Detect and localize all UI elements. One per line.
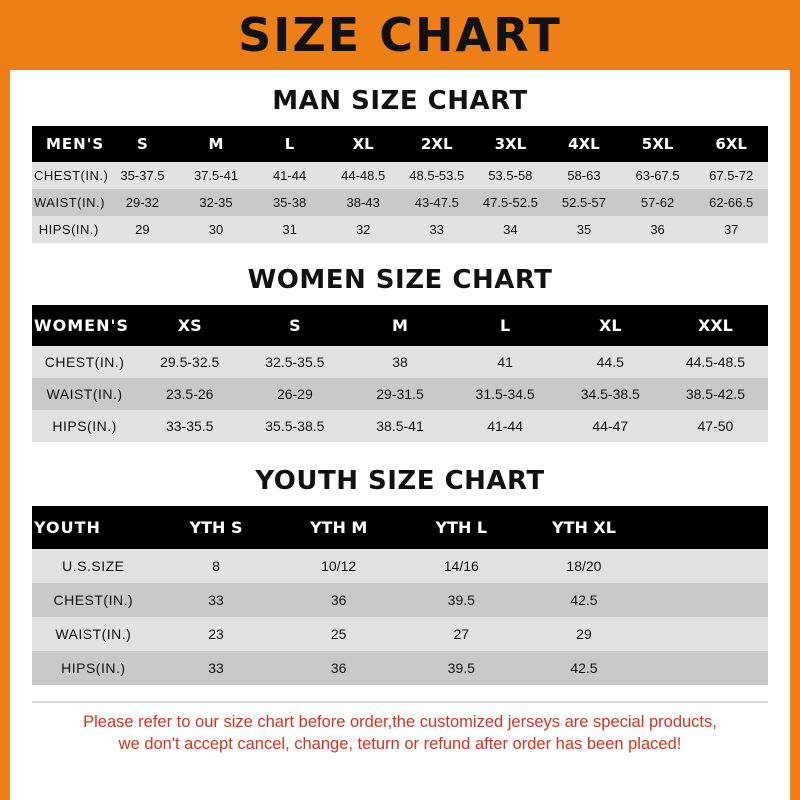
cell (645, 549, 768, 583)
cell: 38.5-41 (347, 410, 452, 442)
row-label: U.S.SIZE (32, 549, 155, 583)
cell: 62-66.5 (694, 189, 768, 216)
youth-header-cell: YOUTH (32, 506, 155, 549)
youth-table-head (32, 506, 768, 549)
youth-size-table (32, 506, 768, 685)
cell: 48.5-53.5 (400, 162, 474, 189)
youth-table-body (32, 549, 768, 685)
man-section-title: MAN SIZE CHART (272, 86, 528, 116)
man-header-cell: MEN'S (32, 126, 106, 162)
table-row (32, 549, 768, 583)
youth-header-cell: YTH XL (523, 506, 646, 549)
header-banner (0, 0, 800, 70)
man-header-cell: 6XL (694, 126, 768, 162)
cell: 36 (621, 216, 695, 243)
cell: 57-62 (621, 189, 695, 216)
cell: 44.5 (558, 346, 663, 378)
women-header-cell: WOMEN'S (32, 305, 137, 346)
cell: 32-35 (179, 189, 253, 216)
youth-header-cell: YTH L (400, 506, 523, 549)
women-header-cell: S (242, 305, 347, 346)
cell: 39.5 (400, 651, 523, 685)
man-header-cell: XL (326, 126, 400, 162)
cell: 32 (326, 216, 400, 243)
table-row (32, 410, 768, 442)
footer-line-1: Please refer to our size chart before order,the customized jerseys are special products, (83, 713, 717, 731)
cell: 42.5 (523, 583, 646, 617)
man-header-cell: M (179, 126, 253, 162)
man-header-cell: 3XL (474, 126, 548, 162)
cell: 35-38 (253, 189, 327, 216)
women-header-cell: XL (558, 305, 663, 346)
cell: 58-63 (547, 162, 621, 189)
cell: 52.5-57 (547, 189, 621, 216)
women-size-table (32, 305, 768, 442)
women-table-head (32, 305, 768, 346)
women-header-cell: M (347, 305, 452, 346)
man-size-table (32, 126, 768, 243)
cell: 44-48.5 (326, 162, 400, 189)
page-title: SIZE CHART (238, 8, 562, 62)
cell: 8 (155, 549, 278, 583)
women-header-cell: XXL (663, 305, 768, 346)
cell: 36 (277, 651, 400, 685)
cell: 38-43 (326, 189, 400, 216)
table-row (32, 189, 768, 216)
cell: 39.5 (400, 583, 523, 617)
cell: 37 (694, 216, 768, 243)
youth-header-cell (645, 506, 768, 549)
cell: 29-31.5 (347, 378, 452, 410)
cell: 32.5-35.5 (242, 346, 347, 378)
row-label: WAIST(IN.) (32, 189, 106, 216)
cell: 37.5-41 (179, 162, 253, 189)
cell: 14/16 (400, 549, 523, 583)
row-label: WAIST(IN.) (32, 617, 155, 651)
cell: 44-47 (558, 410, 663, 442)
cell: 41-44 (253, 162, 327, 189)
cell: 18/20 (523, 549, 646, 583)
cell: 29 (523, 617, 646, 651)
cell: 30 (179, 216, 253, 243)
table-header-row (32, 305, 768, 346)
table-row (32, 617, 768, 651)
table-row (32, 346, 768, 378)
cell: 23.5-26 (137, 378, 242, 410)
cell (645, 651, 768, 685)
cell: 33-35.5 (137, 410, 242, 442)
cell: 29.5-32.5 (137, 346, 242, 378)
cell: 29 (106, 216, 180, 243)
cell: 31 (253, 216, 327, 243)
cell: 47-50 (663, 410, 768, 442)
row-label: HIPS(IN.) (32, 216, 106, 243)
row-label: CHEST(IN.) (32, 583, 155, 617)
row-label: CHEST(IN.) (32, 162, 106, 189)
table-header-row (32, 126, 768, 162)
cell: 33 (155, 583, 278, 617)
footer-line-2: we don't accept cancel, change, teturn or refund after order has been placed! (118, 735, 682, 754)
table-row (32, 378, 768, 410)
man-header-cell: 5XL (621, 126, 695, 162)
youth-section-title: YOUTH SIZE CHART (255, 466, 545, 496)
cell: 43-47.5 (400, 189, 474, 216)
table-row (32, 651, 768, 685)
man-table-body (32, 162, 768, 243)
man-table-head (32, 126, 768, 162)
cell: 53.5-58 (474, 162, 548, 189)
cell: 38.5-42.5 (663, 378, 768, 410)
women-section-title: WOMEN SIZE CHART (247, 265, 553, 295)
cell (645, 583, 768, 617)
cell: 41 (453, 346, 558, 378)
cell: 36 (277, 583, 400, 617)
row-label: HIPS(IN.) (32, 410, 137, 442)
cell: 25 (277, 617, 400, 651)
cell: 63-67.5 (621, 162, 695, 189)
table-row (32, 583, 768, 617)
cell: 47.5-52.5 (474, 189, 548, 216)
cell: 34.5-38.5 (558, 378, 663, 410)
man-header-cell: L (253, 126, 327, 162)
cell: 35 (547, 216, 621, 243)
cell: 41-44 (453, 410, 558, 442)
footer-disclaimer (32, 701, 768, 756)
cell: 38 (347, 346, 452, 378)
man-header-cell: 2XL (400, 126, 474, 162)
women-table-body (32, 346, 768, 442)
cell: 31.5-34.5 (453, 378, 558, 410)
women-header-cell: L (453, 305, 558, 346)
row-label: WAIST(IN.) (32, 378, 137, 410)
table-row (32, 216, 768, 243)
cell: 10/12 (277, 549, 400, 583)
cell: 27 (400, 617, 523, 651)
cell: 42.5 (523, 651, 646, 685)
cell: 33 (400, 216, 474, 243)
youth-header-cell: YTH M (277, 506, 400, 549)
cell: 26-29 (242, 378, 347, 410)
cell: 67.5-72 (694, 162, 768, 189)
man-header-cell: 4XL (547, 126, 621, 162)
cell: 23 (155, 617, 278, 651)
cell: 29-32 (106, 189, 180, 216)
content-area (10, 86, 790, 756)
cell: 35.5-38.5 (242, 410, 347, 442)
cell: 34 (474, 216, 548, 243)
women-header-cell: XS (137, 305, 242, 346)
youth-header-cell: YTH S (155, 506, 278, 549)
table-row (32, 162, 768, 189)
cell: 35-37.5 (106, 162, 180, 189)
cell (645, 617, 768, 651)
cell: 33 (155, 651, 278, 685)
row-label: CHEST(IN.) (32, 346, 137, 378)
table-header-row (32, 506, 768, 549)
row-label: HIPS(IN.) (32, 651, 155, 685)
man-header-cell: S (106, 126, 180, 162)
cell: 44.5-48.5 (663, 346, 768, 378)
